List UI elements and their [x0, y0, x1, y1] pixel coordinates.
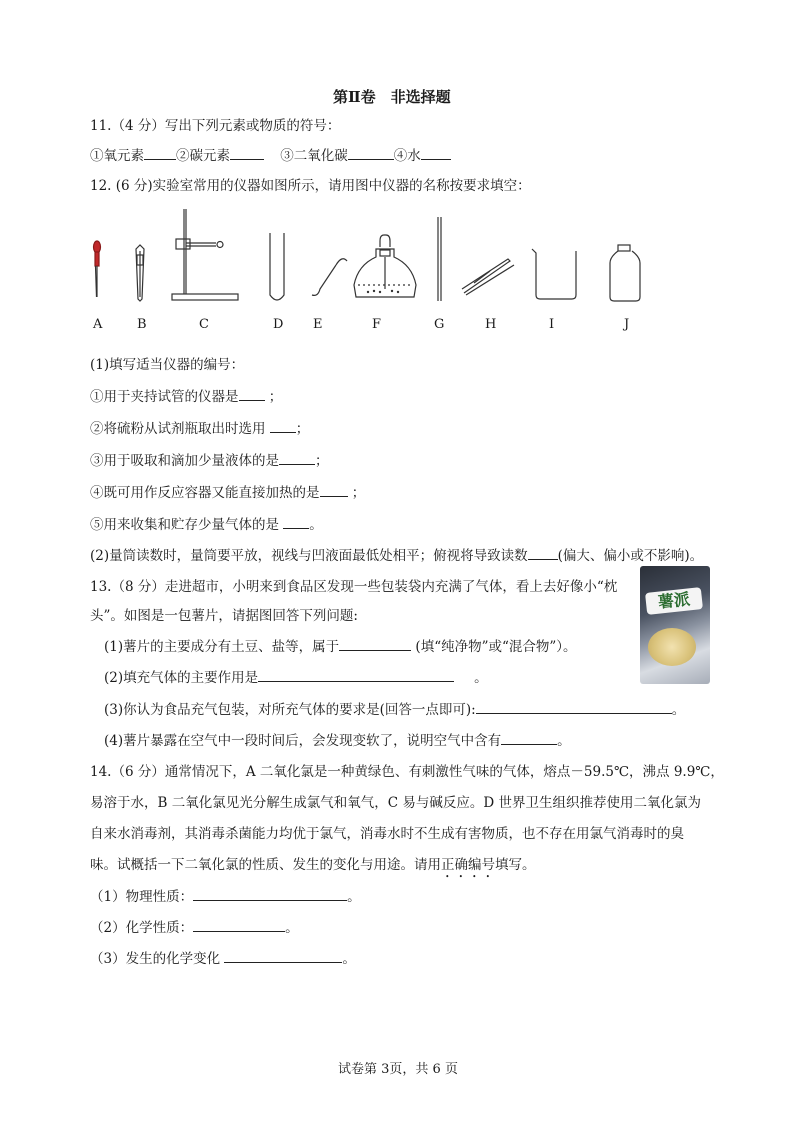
q11-answer-line: [90, 144, 451, 164]
label-d: D: [273, 317, 284, 332]
q13-blank-2[interactable]: [258, 669, 454, 682]
q14-line-1: 14.（6 分）通常情况下，A 二氧化氯是一种黄绿色、有刺激性气味的气体，熔点－59.5℃，沸点 9.9℃，: [90, 764, 724, 780]
q12-blank-4[interactable]: [320, 484, 348, 497]
section-title: 第Ⅱ卷 非选择题: [333, 88, 451, 106]
tweezers-icon: [462, 259, 514, 295]
q13-line-2: 头”。如图是一包薯片，请据图回答下列问题:: [90, 608, 358, 624]
q12-stem: 12. (6 分)实验室常用的仪器如图所示，请用图中仪器的名称按要求填空：: [90, 178, 531, 194]
q14-line-2: 易溶于水，B 二氧化氯见光分解生成氯气和氧气，C 易与碱反应。D 世界卫生组织推荐使用二氧化氯为: [90, 795, 701, 811]
q13-sub-1: (1)薯片的主要成分有土豆、盐等，属于 (填“纯净物”或“混合物”）。: [104, 639, 577, 655]
iron-stand-icon: [172, 209, 238, 300]
q12-part1-title: (1)填写适当仪器的编号：: [90, 357, 245, 373]
test-tube-holder-icon: [136, 245, 144, 301]
q14-line-4: 味。试概括一下二氧化氯的性质、发生的变化与用途。请用正确编号填写。: [90, 857, 536, 873]
q14-line-3: 自来水消毒剂，其消毒杀菌能力均优于氯气，消毒水时不生成有害物质，也不存在用氯气消毒时的臭: [90, 826, 684, 842]
q13-sub-3: (3)你认为食品充气包装，对所充气体的要求是(回答一点即可): 。: [104, 702, 686, 718]
chips-brand: 薯派: [645, 587, 703, 615]
chips-bag-image: [640, 566, 710, 684]
label-g: G: [434, 317, 445, 332]
q11-blank-3[interactable]: [348, 147, 394, 160]
q12-blank-2[interactable]: [270, 420, 296, 433]
q11-blank-4[interactable]: [421, 147, 451, 160]
q14-sub-2: （2）化学性质： 。: [90, 920, 299, 936]
q12-blank-1[interactable]: [239, 388, 265, 401]
q12-sub-5: ⑤用来收集和贮存少量气体的是 。: [90, 517, 323, 533]
q14-blank-3[interactable]: [224, 950, 342, 963]
q11-item-1: ①氧元素: [90, 148, 144, 164]
q13-line-1: 13.（8 分）走进超市，小明来到食品区发现一些包装袋内充满了气体，看上去好像小“枕: [90, 579, 618, 595]
gas-bottle-icon: [610, 245, 640, 301]
q12-blank-6[interactable]: [528, 547, 558, 560]
q12-part2: (2)量筒读数时，量筒要平放，视线与凹液面最低处相平；俯视将导致读数 (偏大、偏小或不影响)。: [90, 548, 704, 564]
page-footer: 试卷第 3页，共 6 页: [338, 1062, 458, 1077]
q14-blank-2[interactable]: [193, 919, 285, 932]
q12-sub-3: ③用于吸取和滴加少量液体的是 ；: [90, 453, 329, 469]
q14-sub-1: （1）物理性质： 。: [90, 889, 361, 905]
q11-item-3: ③二氧化碳: [280, 148, 348, 164]
dropper-icon: [94, 241, 101, 297]
q12-blank-3[interactable]: [279, 452, 315, 465]
q12-blank-5[interactable]: [283, 516, 309, 529]
q14-blank-1[interactable]: [193, 888, 347, 901]
label-a: A: [93, 317, 103, 332]
q13-blank-4[interactable]: [501, 732, 557, 745]
q13-sub-4: (4)薯片暴露在空气中一段时间后，会发现变软了，说明空气中含有 。: [104, 733, 571, 749]
label-c: C: [199, 317, 209, 332]
q12-sub-4: ④既可用作反应容器又能直接加热的是 ；: [90, 485, 366, 501]
label-h: H: [485, 317, 497, 332]
q13-blank-3[interactable]: [476, 701, 672, 714]
q13-blank-1[interactable]: [339, 638, 411, 651]
test-tube-icon: [270, 233, 284, 300]
q11-blank-1[interactable]: [144, 147, 176, 160]
label-i: I: [549, 317, 555, 332]
q12-sub-2: ②将硫粉从试剂瓶取出时选用 ；: [90, 421, 310, 437]
q11-item-4: ④水: [393, 148, 421, 164]
label-f: F: [372, 317, 382, 332]
beaker-icon: [532, 249, 576, 299]
q11-item-2: ②碳元素: [176, 148, 230, 164]
instruments-figure: [80, 205, 660, 310]
q14-sub-3: （3）发生的化学变化 。: [90, 951, 356, 967]
alcohol-lamp-icon: [354, 235, 416, 297]
glass-rod-icon: [438, 217, 441, 301]
label-j: J: [624, 317, 630, 332]
q11-blank-2[interactable]: [230, 147, 264, 160]
label-b: B: [137, 317, 147, 332]
q12-sub-1: ①用于夹持试管的仪器是 ；: [90, 389, 283, 405]
spatula-icon: [312, 259, 347, 296]
chip-photo: [648, 628, 696, 666]
q11-stem: 11.（4 分）写出下列元素或物质的符号：: [90, 118, 341, 134]
label-e: E: [313, 317, 323, 332]
emphasized-text: 正确编号: [441, 857, 495, 873]
q13-sub-2: (2)填充气体的主要作用是 。: [104, 670, 488, 686]
